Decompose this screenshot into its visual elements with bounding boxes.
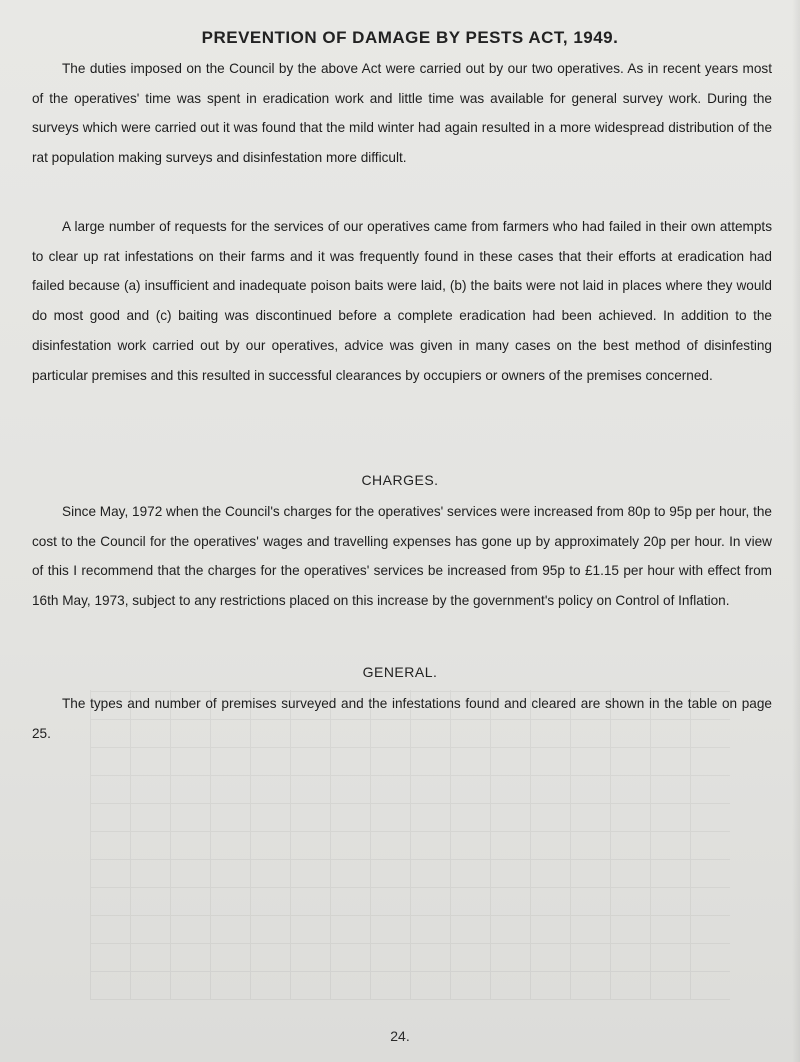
paragraph-requests-text: A large number of requests for the services of our operatives came from farmers who had failed in their own attempts to clear up rat infestations on their farms and it was frequently found in these cases that their efforts at eradication had failed because (a) insufficient and inadequate poison baits were laid, (b) the baits were not laid in places where they would do most good and (c) baiting was discontinued before a complete eradication had been achieved. In addition to the disinfestation work carried out by our operatives, advice was given in many cases on the best method of disinfesting particular premises and this resulted in successful clearances by occupiers or owners of the premises concerned. xyxy=(32,219,772,383)
paragraph-general-text: The types and number of premises surveyed and the infestations found and cleared are shown in the table on page 25. xyxy=(32,696,772,741)
page-title: PREVENTION OF DAMAGE BY PESTS ACT, 1949. xyxy=(201,28,619,47)
page-number: 24. xyxy=(390,1028,410,1044)
page-edge-shadow xyxy=(792,0,800,1062)
paragraph-charges-text: Since May, 1972 when the Council's charges for the operatives' services were increased from 80p to 95p per hour, the cost to the Council for the operatives' wages and travelling expenses has gone up by approximately 20p per hour. In view of this I recommend that the charges for the operatives' services be increased from 95p to £1.15 per hour with effect from 16th May, 1973, subject to any restrictions placed on this increase by the government's policy on Control of Inflation. xyxy=(32,504,772,609)
paragraph-charges xyxy=(32,497,772,616)
paragraph-intro-text: The duties imposed on the Council by the above Act were carried out by our two operatives. As in recent years most of the operatives' time was spent in eradication work and little time was available for general survey work. During the surveys which were carried out it was found that the mild winter had again resulted in a more widespread distribution of the rat population making surveys and disinfestation more difficult. xyxy=(32,61,772,166)
paragraph-general xyxy=(32,689,772,748)
paragraph-intro xyxy=(32,54,772,173)
heading-general: GENERAL. xyxy=(362,664,438,680)
paragraph-requests xyxy=(32,212,772,390)
heading-charges: CHARGES. xyxy=(361,472,439,488)
